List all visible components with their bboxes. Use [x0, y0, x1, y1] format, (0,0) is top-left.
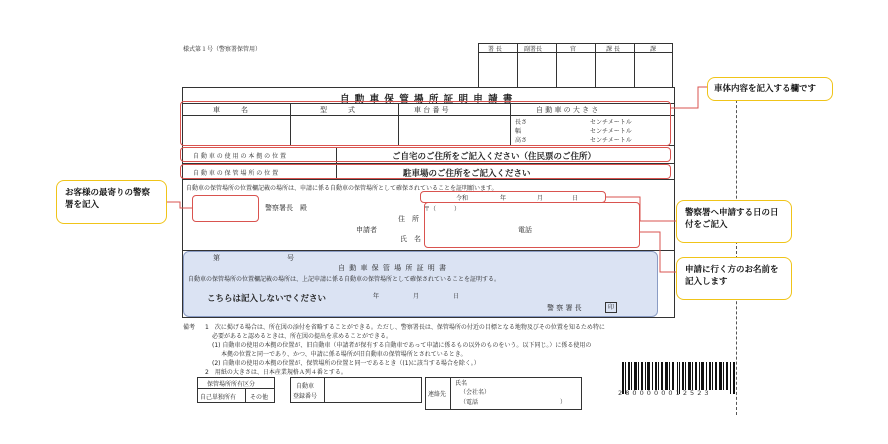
certificate-chief: 警 察 署 長 — [547, 304, 582, 312]
contact-phone-close: ） — [560, 399, 567, 406]
address-label: 住 所 — [398, 215, 419, 223]
size-width-label: 幅 — [515, 128, 522, 135]
callout-applicant-name: 申請に行く方のお名前を記入します — [676, 257, 792, 300]
declaration-text: 自動車の保管場所の位置欄記載の場所は、申請に係る自動車の保管場所として確保されていることを証明願います。 — [186, 185, 498, 192]
size-height-unit: センチメートル — [590, 137, 632, 144]
home-location-note[interactable]: ご自宅のご住所をご記入ください（住民票のご住所） — [392, 152, 597, 162]
form-title: 自 動 車 保 管 場 所 証 明 申 請 書 — [340, 94, 514, 105]
date-month: 月 — [537, 195, 544, 202]
note-line-1: 1 次に掲げる場合は、所在図の添付を省略することができる。ただし、警察署長は、保管場所の付近の目標となる地物及びその位置を知るため特に — [205, 324, 605, 331]
col-vehicle-size: 自 動 車 の 大 き さ — [536, 106, 599, 114]
note-line-4: 本拠の位置と同一であり、かつ、申請に係る場所が旧自動車の保管場所とされているとき。 — [221, 351, 467, 358]
certificate-text: 自動車の保管場所の位置欄記載の場所は、上記申請に係る自動車の保管場所として確保されていることを証明する。 — [188, 276, 501, 283]
storage-other[interactable]: その他 — [250, 394, 269, 401]
date-year: 年 — [500, 195, 507, 202]
col-vehicle-name: 車 名 — [213, 106, 248, 114]
date-day: 日 — [572, 195, 579, 202]
postal-code: 〒（ ） — [424, 206, 461, 213]
approval-header-chief: 署 長 — [488, 46, 502, 53]
police-chief-addressee: 警察署長 殿 — [265, 204, 307, 212]
parking-location-label: 自 動 車 の 保 管 場 所 の 位 置 — [193, 170, 279, 177]
vehicle-registration-label-2: 登録番号 — [293, 393, 318, 400]
barcode-number: 2 8 0 0 0 0 0 0 1 2 5 2 3 — [618, 389, 710, 397]
callout-application-date: 警察署へ申請する日の日付をご記入 — [676, 200, 792, 243]
certificate-month: 月 — [413, 293, 420, 300]
certificate-year: 年 — [373, 293, 380, 300]
contact-phone-label: （電話 — [460, 399, 479, 406]
note-line-2: 必要があると認めるときは、所在図の提出を求めることができる。 — [212, 333, 393, 340]
approval-header-officer: 官 — [570, 46, 577, 53]
size-length-unit: センチメートル — [590, 119, 632, 126]
applicant-label: 申請者 — [356, 226, 377, 234]
approval-header-deputy: 副署長 — [524, 46, 543, 53]
callout-vehicle: 車体内容を記入する欄です — [707, 77, 833, 101]
home-location-label: 自 動 車 の 使 用 の 本 拠 の 位 置 — [193, 153, 286, 160]
note-line-6: 2 用紙の大きさは、日本産業規格Ａ列４番とする。 — [205, 369, 347, 376]
certificate-do-not-fill: こちらは記入しないでください — [207, 294, 327, 304]
date-era: 令和 — [456, 195, 469, 202]
note-line-3: (1) 自動車の使用の本拠の位置が、旧自動車（申請者が保有する自動車であって申請に係るもの以外のものをいう。以下同じ。）に係る使用の — [212, 342, 592, 349]
seal-mark: 印 — [605, 302, 617, 313]
contact-company-label: （会社名） — [460, 389, 491, 396]
parking-location-note[interactable]: 駐車場のご住所をご記入ください — [403, 169, 531, 179]
storage-own[interactable]: 自己単独所有 — [200, 394, 237, 401]
approval-header-section: 課 — [650, 46, 657, 53]
certificate-number-suffix: 号 — [287, 254, 294, 262]
size-width-unit: センチメートル — [590, 128, 632, 135]
contact-label: 連絡先 — [428, 391, 447, 398]
col-chassis-number: 車 台 番 号 — [414, 106, 449, 114]
note-line-5: (2) 自動車の使用の本拠の位置が、保管場所の位置と同一であるとき（(1)に該当する場合を除く。） — [212, 360, 480, 367]
size-height-label: 高さ — [515, 137, 528, 144]
form-number: 様式第１号（警察署保管用） — [183, 46, 262, 53]
size-length-label: 長さ — [515, 119, 528, 126]
col-model: 型 式 — [320, 106, 355, 114]
callout-police-station: お客様の最寄りの警察署を記入 — [56, 180, 167, 224]
contact-name-label: 氏名 — [455, 380, 468, 387]
notes-heading: 備考 — [183, 324, 196, 331]
certificate-day: 日 — [453, 293, 460, 300]
phone-label: 電話 — [518, 226, 532, 234]
approval-header-section-chief: 課 長 — [606, 46, 620, 53]
name-label: 氏 名 — [400, 235, 421, 243]
storage-class-label: 保管場所所有区分 — [207, 381, 256, 388]
vehicle-registration-label-1: 自動車 — [296, 383, 315, 390]
certificate-title: 自 動 車 保 管 場 所 証 明 書 — [338, 264, 448, 272]
certificate-number-label: 第 — [213, 254, 220, 262]
